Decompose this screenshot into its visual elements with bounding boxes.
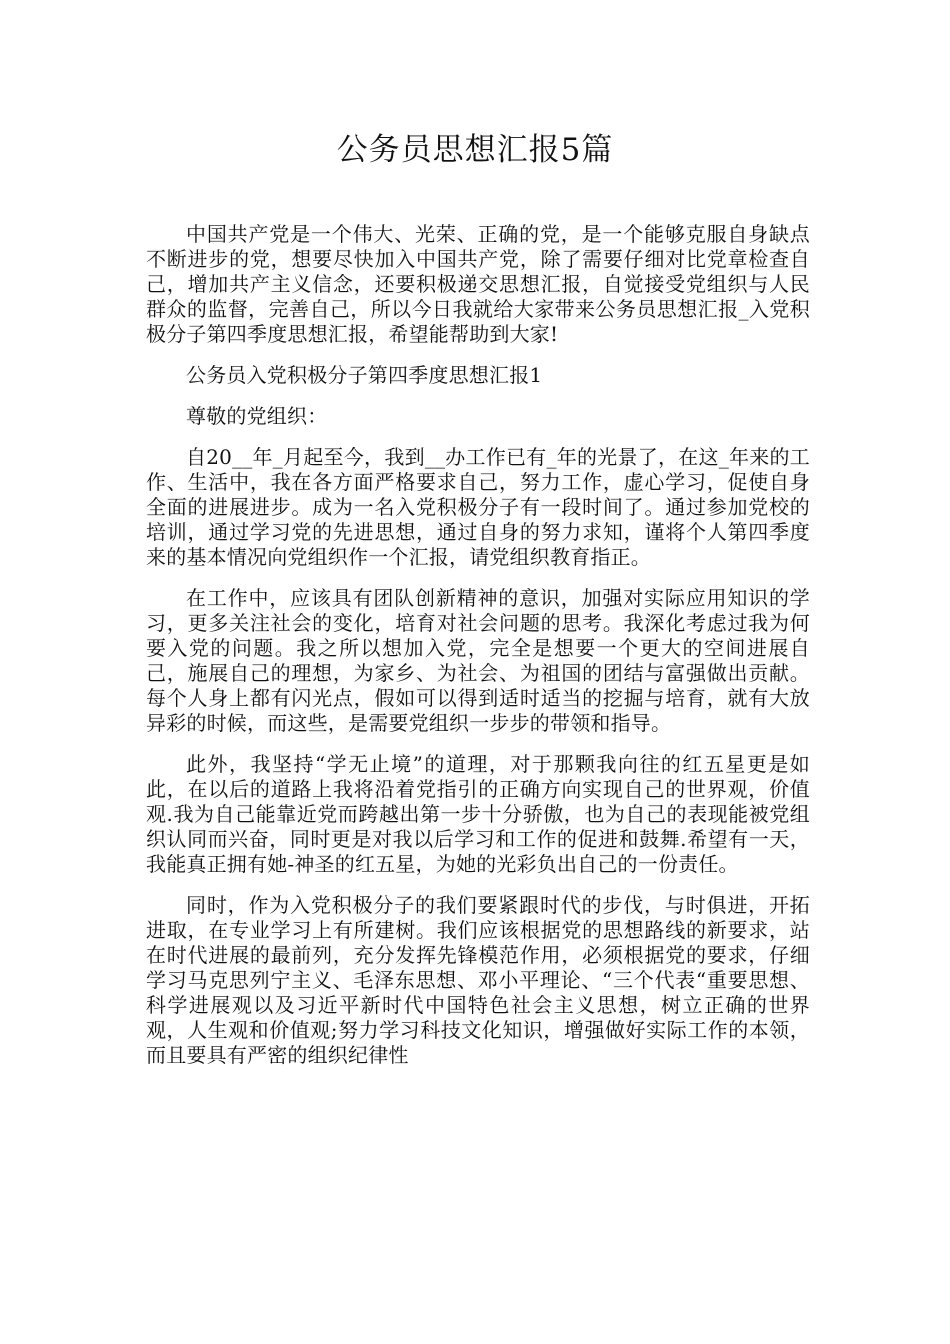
document-title: 公务员思想汇报5篇	[336, 132, 614, 168]
intro-paragraph: 中国共产党是一个伟大、光荣、正确的党，是一个能够克服自身缺点不断进步的党，想要尽快加入中国共产党，除了需要仔细对比党章检查自己，增加共产主义信念，还要积极递交思想汇报，自觉接受党组织与人民群众的监督，完善自己，所以今日我就给大家带来公务员思想汇报_入党积极分子第四季度思想汇报，希望能帮助到大家!	[146, 222, 810, 346]
document-body	[146, 222, 810, 1068]
section-heading: 公务员入党积极分子第四季度思想汇报1	[186, 363, 543, 387]
body-paragraph: 同时，作为入党积极分子的我们要紧跟时代的步伐，与时俱进，开拓进取，在专业学习上有所建树。我们应该根据党的思想路线的新要求，站在时代进展的最前列，充分发挥先锋模范作用，必须根据党的要求，仔细学习马克思列宁主义、毛泽东思想、邓小平理论、“三个代表“重要思想、科学进展观以及习近平新时代中国特色社会主义思想，树立正确的世界观，人生观和价值观;努力学习科技文化知识，增强做好实际工作的本领，而且要具有严密的组织纪律性	[146, 893, 810, 1067]
salutation: 尊敬的党组织：	[186, 404, 328, 428]
body-paragraph: 在工作中，应该具有团队创新精神的意识，加强对实际应用知识的学习，更多关注社会的变化，培育对社会问题的思考。我深化考虑过我为何要入党的问题。我之所以想加入党，完全是想要一个更大的空间进展自己，施展自己的理想，为家乡、为社会、为祖国的团结与富强做出贡献。每个人身上都有闪光点，假如可以得到适时适当的挖掘与培育，就有大放异彩的时候，而这些，是需要党组织一步步的带领和指导。	[146, 586, 810, 735]
body-paragraph: 自20__年_月起至今，我到__办工作已有_年的光景了，在这_年来的工作、生活中，我在各方面严格要求自己，努力工作，虚心学习，促使自身全面的进展进步。成为一名入党积极分子有一段时间了。通过参加党校的培训，通过学习党的先进思想，通过自身的努力求知，谨将个人第四季度来的基本情况向党组织作一个汇报，请党组织教育指正。	[146, 445, 810, 569]
body-paragraph: 此外，我坚持“学无止境”的道理，对于那颗我向往的红五星更是如此，在以后的道路上我将沿着党指引的正确方向实现自己的世界观，价值观.我为自己能靠近党而跨越出第一步十分骄傲，也为自己的表现能被党组织认同而兴奋，同时更是对我以后学习和工作的促进和鼓舞.希望有一天，我能真正拥有她-神圣的红五星，为她的光彩负出自己的一份责任。	[146, 752, 810, 876]
